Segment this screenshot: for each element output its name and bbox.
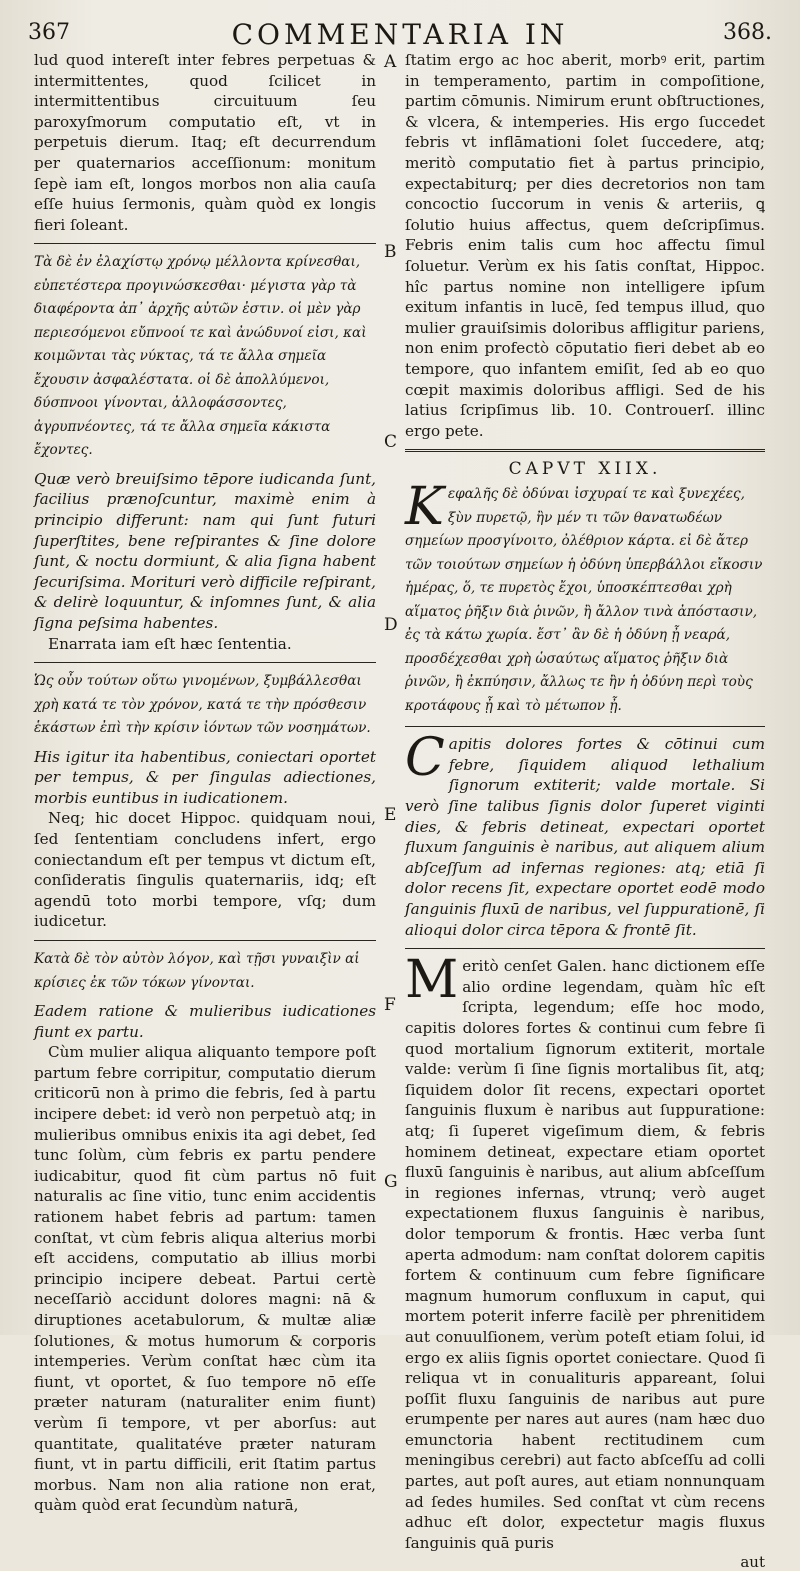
latin-translation: His igitur ita habentibus, coniectari oportet per tempus, & per ſingulas adiectiones, morbis euntibus in iudicationem.	[34, 747, 376, 807]
greek-aphorism: Κεφαλῆς δὲ ὀδύναι ἰσχυραί τε καὶ ξυνεχέες, ξὺν πυρετῷ, ἢν μέν τι τῶν θανατωδέων σημείων προσγίνοιτο, ὀλέθριον κάρτα. εἰ δὲ ἄτερ τῶν τοιούτων σημείων ἡ ὀδύνη ὑπερβάλλοι εἴκοσιν ἡμέρας, ὅ, τε πυρετὸς ἔχοι, ὑποσκέπτεσθαι χρὴ αἵματος ῥῆξιν διὰ ῥινῶν, ἢ ἄλλον τινὰ ἀπόστασιν, ἐς τὰ κάτω χωρία. ἔστ᾽ ἂν δὲ ἡ ὀδύνη ᾖ νεαρά, προσδέχεσθαι χρὴ ὡσαύτως αἵματος ῥῆξιν διὰ ῥινῶν, ἢ ἐκπύησιν, ἄλλως τε ἢν ἡ ὀδύνη περὶ τοὺς κροτάφους ᾖ καὶ τὸ μέτωπον ᾖ.	[405, 477, 763, 714]
commentary-paragraph: Meritò cenſet Galen. hanc dictionem eſſe alio ordine legendam, quàm hîc eſt ſcripta, legendum; eſſe hoc modo, capitis dolores fortes & continui cum febre ſi quod mortalium ſignorum extiterit, mortale valde: verùm ſi ſine ſignis mortalibus ſit, atq; ſiquidem dolor ſit recens, expectari oportet ſanguinis fluxum è naribus aut ſuppuratione: atq; ſi ſuperet vigeſimum diem, & febris hominem detineat, expectare etiam oportet fluxū ſanguinis è naribus, aut alium abſceſſum in regiones infernas, vtrunq; verò auget expectationem fluxus ſanguinis è naribus, dolor temporum & frontis. Hæc verba ſunt aperta admodum: nam conſtat dolorem capitis fortem & continuum cum febre ſignificare magnum humorum confluxum in caput, qui mortem poterit inferre facilè per phrenitidem aut conuulſionem, verùm poteſt etiam ſolui, id ergo ex aliis ſignis oportet coniectare. Quod ſi reliqua vt in conualituris appareant, ſolui poſſit fluxu ſanguinis de naribus aut pure erumpente per nares aut aures (nam hæc duo emunctoria habent rectitudinem cum meningibus cerebri) aut facto abſceſſu ad colli partes, aut poſt aures, aut etiam nonnunquam ad ſedes humiles. Sed conſtat vt cùm recens adhuc eſt dolor, expectetur magis fluxus ſanguinis quā puris	[405, 950, 765, 1552]
chapter-heading: CAPVT XIIX.	[508, 459, 662, 480]
margin-letter-f: F	[384, 995, 396, 1015]
drop-cap: C	[405, 728, 445, 789]
section-divider	[405, 726, 765, 727]
latin-translation: Quæ verò breuiſsimo tēpore iudicanda ſunt, facilius prænoſcuntur, maximè enim à principio differunt: nam qui ſunt futuri ſuperſtites, bene reſpirantes & ſine dolore ſunt, & noctu dormiunt, & alia ſigna habent ſecuriſsima. Morituri verò difficile reſpirant, & delirè loquuntur, & inſomnes ſunt, & alia ſigna peſsima habentes.	[34, 469, 376, 632]
section-divider	[34, 662, 376, 663]
page-header	[28, 14, 772, 54]
margin-letter-b: B	[384, 242, 397, 262]
margin-letter-d: D	[384, 615, 398, 635]
drop-cap: M	[405, 950, 459, 1011]
running-title: COMMENTARIA IN	[231, 18, 569, 51]
margin-letter-c: C	[384, 432, 398, 452]
greek-aphorism: Κατὰ δὲ τὸν αὐτὸν λόγον, καὶ τῇσι γυναιξὶν αἱ κρίσιες ἐκ τῶν τόκων γίνονται.	[34, 951, 360, 991]
section-divider	[405, 948, 765, 949]
commentary-paragraph: Enarrata iam eſt hæc ſententia.	[48, 634, 292, 653]
greek-aphorism: Τὰ δὲ ἐν ἐλαχίστῳ χρόνῳ μέλλοντα κρίνεσθαι, εὐπετέστερα προγινώσκεσθαι· μέγιστα γὰρ τὰ διαφέροντα ἀπ᾽ ἀρχῆς αὐτῶν ἐστιν. οἱ μὲν γὰρ περιεσόμενοι εὔπνοοί τε καὶ ἀνώδυνοί εἰσι, καὶ κοιμῶνται τὰς νύκτας, τά τε ἄλλα σημεῖα ἔχουσιν ἀσφαλέστατα. οἱ δὲ ἀπολλύμενοι, δύσπνοοι γίνονται, ἀλλοφάσσοντες, ἀγρυπνέοντες, τά τε ἄλλα σημεῖα κάκιστα ἔχοντες.	[34, 254, 367, 459]
commentary-paragraph: lud quod intereſt inter febres perpetuas & intermittentes, quod ſcilicet in intermittentibus circuituum ſeu paroxyſmorum computatio eſt, vt in perpetuis dierum. Itaq; eſt decurrendum per quaternarios acceſſionum: monitum ſepè iam eſt, longos morbos non alia cauſa eſſe huius ſermonis, quàm quòd ex longis fieri ſoleant.	[34, 51, 376, 234]
margin-letter-g: G	[384, 1172, 398, 1192]
section-divider	[34, 243, 376, 244]
margin-letters	[382, 50, 404, 1310]
page-number-left: 367	[28, 20, 70, 45]
margin-letter-e: E	[384, 805, 397, 825]
right-column	[405, 50, 765, 1571]
latin-translation: Eadem ratione & mulieribus iudicationes fiunt ex partu.	[34, 1002, 376, 1041]
greek-aphorism: Ὡς οὖν τούτων οὕτω γινομένων, ξυμβάλλεσθαι χρὴ κατά τε τὸν χρόνον, κατά τε τὴν πρόσθεσιν ἑκάστων ἐπὶ τὴν κρίσιν ἰόντων τῶν νοσημάτων.	[34, 673, 371, 737]
latin-translation: Capitis dolores fortes & cōtinui cum febre, ſiquidem aliquod lethalium ſignorum extiterit; valde mortale. Si verò ſine talibus ſignis dolor ſuperet viginti dies, & febris detineat, expectari oportet fluxum ſanguinis è naribus, aut aliquem alium abſceſſum ad infernas regiones: atq; etiā ſi dolor recens ſit, expectare oportet eodē modo ſanguinis fluxū de naribus, vel ſuppurationē, ſi alioqui dolor circa tēpora & frontē ſit.	[405, 728, 765, 939]
margin-letter-a: A	[384, 52, 397, 72]
drop-cap: Κ	[405, 477, 444, 538]
section-divider	[34, 940, 376, 941]
section-divider	[405, 449, 765, 452]
commentary-paragraph: Cùm mulier aliqua aliquanto tempore poſt partum febre corripitur, computatio dierum criticorū non à primo die febris, ſed à partu incipere debet: id verò non perpetuò atq; in mulieribus omnibus enixis ita agi debet, ſed tunc ſolùm, cùm febris ex partu pendere iudicabitur, quod fit cùm partus nō fuit naturalis ac ſine vitio, tunc enim accidentis rationem habet febris ad partum: tamen conſtat, vt cùm febris aliqua alterius morbi eſt accidens, computatio ab illius morbi principio incipere debeat. Partui certè neceſſariò accidunt dolores magni: nā & diruptiones acetabulorum, & multæ aliæ ſolutiones, & motus humorum & corporis intemperies. Verùm conſtat hæc cùm ita fiunt, vt oportet, & ſuo tempore nō eſſe præter naturam (naturaliter enim fiunt) verùm ſi tempore, vt per aborſus: aut quantitate, qualitatéve præter naturam fiunt, vt in partu difficili, erit ſtatim partus morbus. Nam non alia ratione non erat, quàm quòd erat ſecundùm naturā,	[34, 1043, 376, 1515]
catchword: aut	[740, 1553, 765, 1571]
page-number-right: 368.	[723, 20, 772, 45]
commentary-paragraph: ſtatim ergo ac hoc aberit, morbꝰ erit, partim in temperamento, partim in compoſitione, partim cōmunis. Nimirum erunt obſtructiones, & vlcera, & intemperies. His ergo ſuccedet febris vt inflāmationi ſolet ſuccedere, atq; meritò computatio fiet à partus principio, expectabiturq; per dies decretorios non tam concoctio ſuccorum in venis & arteriis, ꝗ ſolutio huius affectus, quem deſcripſimus. Febris enim talis cum hoc affectu ſimul ſoluetur. Verùm ex his ſatis conſtat, Hippoc. hîc partus nomine non intelligere ipſum exitum infantis in lucē, ſed tempus illud, quo mulier grauiſsimis doloribus affligitur pariens, non enim profectò cōputatio fieri debet ab eo tempore, quo infantem emiſit, ſed ab eo quo cœpit maximis doloribus affligi. Sed de his latius ſcripſimus lib. 10. Controuerſ. illinc ergo pete.	[405, 51, 765, 440]
left-column	[34, 50, 376, 1516]
commentary-paragraph: Neq; hic docet Hippoc. quidquam noui, ſed ſententiam concludens infert, ergo coniectandum eſt per tempus vt dictum eſt, conſideratis ſingulis quaternariis, idq; eſt agendū toto morbi tempore, vſq; dum iudicetur.	[34, 809, 376, 931]
